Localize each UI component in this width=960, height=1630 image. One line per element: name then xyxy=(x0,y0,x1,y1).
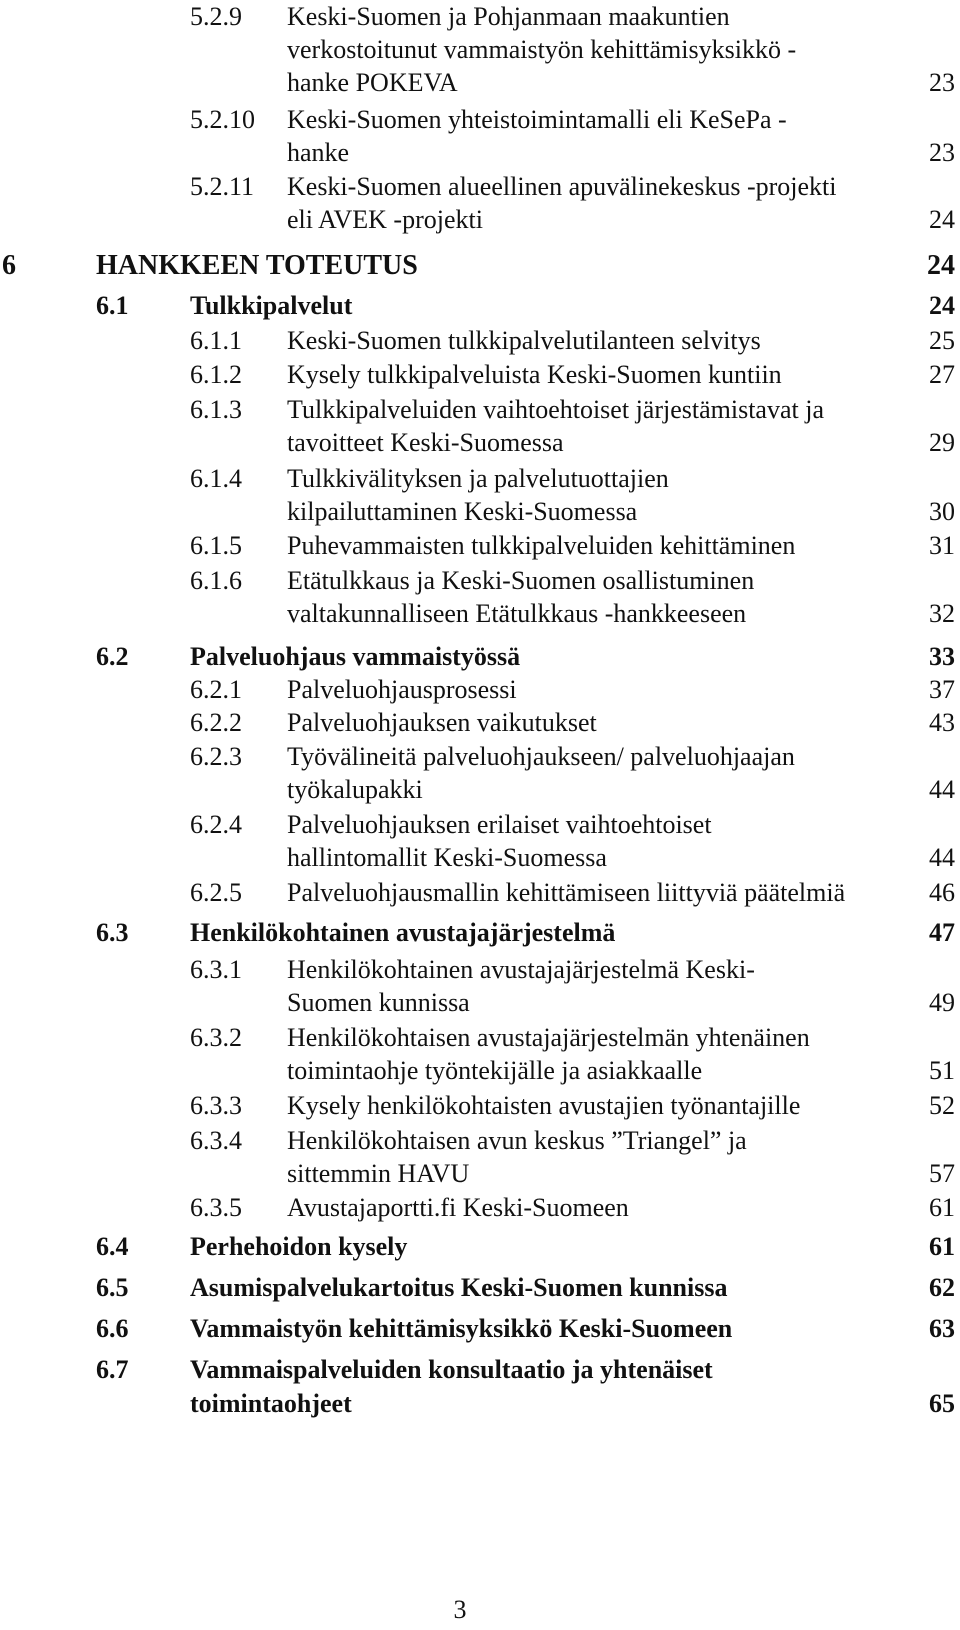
toc-entry-page-number: 25 xyxy=(929,326,955,355)
toc-entry-page-number: 24 xyxy=(929,205,955,234)
toc-entry-title-line: Palveluohjauksen vaikutukset xyxy=(287,708,597,737)
toc-entry-title-line: Kysely henkilökohtaisten avustajien työnantajille xyxy=(287,1091,801,1120)
toc-entry-page-number: 51 xyxy=(929,1056,955,1085)
toc-entry[interactable] xyxy=(0,673,960,706)
toc-entry-number: 6.1.5 xyxy=(190,531,242,560)
toc-entry-title-line: kilpailuttaminen Keski-Suomessa xyxy=(287,497,638,526)
toc-entry[interactable] xyxy=(0,1271,960,1305)
toc-entry-page-number: 44 xyxy=(929,775,955,804)
toc-entry-title-line: Perhehoidon kysely xyxy=(190,1232,408,1261)
toc-entry-page-number: 46 xyxy=(929,878,955,907)
toc-entry-number: 5.2.9 xyxy=(190,2,242,31)
toc-entry-page-number: 37 xyxy=(929,675,955,704)
toc-entry-number: 6.2.2 xyxy=(190,708,242,737)
toc-entry-page-number: 30 xyxy=(929,497,955,526)
toc-entry-title-line: verkostoitunut vammaistyön kehittämisyksikkö - xyxy=(287,35,797,64)
toc-entry-title-line: Keski-Suomen ja Pohjanmaan maakuntien xyxy=(287,2,730,31)
toc-entry-title-line: Henkilökohtaisen avun keskus ”Triangel” ja xyxy=(287,1126,747,1155)
toc-entry-number: 6.1.6 xyxy=(190,566,242,595)
toc-entry-title-line: Vammaistyön kehittämisyksikkö Keski-Suomeen xyxy=(190,1314,733,1343)
toc-entry[interactable] xyxy=(0,393,960,459)
toc-entry[interactable] xyxy=(0,1124,960,1190)
toc-entry[interactable] xyxy=(0,706,960,739)
toc-entry-number: 6.3 xyxy=(96,918,129,947)
toc-entry-number: 6.2.1 xyxy=(190,675,242,704)
toc-entry-number: 6.3.4 xyxy=(190,1126,242,1155)
toc-entry[interactable] xyxy=(0,324,960,357)
toc-entry-page-number: 29 xyxy=(929,428,955,457)
page-number: 3 xyxy=(453,1595,467,1624)
toc-entry-page-number: 57 xyxy=(929,1159,955,1188)
toc-entry[interactable] xyxy=(0,1353,960,1421)
toc-entry[interactable] xyxy=(0,640,960,674)
toc-entry[interactable] xyxy=(0,170,960,236)
toc-entry-title-line: Puhevammaisten tulkkipalveluiden kehittäminen xyxy=(287,531,796,560)
toc-entry-number: 6.1.4 xyxy=(190,464,242,493)
toc-entry[interactable] xyxy=(0,289,960,323)
toc-entry-title-line: Kysely tulkkipalveluista Keski-Suomen kuntiin xyxy=(287,360,782,389)
toc-entry[interactable] xyxy=(0,740,960,806)
toc-entry-title-line: Avustajaportti.fi Keski-Suomeen xyxy=(287,1193,629,1222)
toc-entry-title-line: sittemmin HAVU xyxy=(287,1159,470,1188)
toc-entry-page-number: 32 xyxy=(929,599,955,628)
toc-entry[interactable] xyxy=(0,1021,960,1087)
toc-entry-title-line: Henkilökohtaisen avustajajärjestelmän yhtenäinen xyxy=(287,1023,810,1052)
toc-entry-number: 6.3.3 xyxy=(190,1091,242,1120)
toc-entry-title-line: hanke POKEVA xyxy=(287,68,458,97)
toc-entry-number: 6.3.1 xyxy=(190,955,242,984)
toc-entry-number: 6.1.1 xyxy=(190,326,242,355)
toc-entry-number: 5.2.10 xyxy=(190,105,255,134)
toc-entry-number: 6.2 xyxy=(96,642,129,671)
toc-entry[interactable] xyxy=(0,103,960,169)
toc-entry-number: 6.3.2 xyxy=(190,1023,242,1052)
toc-entry-title-line: Etätulkkaus ja Keski-Suomen osallistuminen xyxy=(287,566,755,595)
toc-entry-number: 6.2.5 xyxy=(190,878,242,907)
toc-entry[interactable] xyxy=(0,564,960,630)
toc-entry-page-number: 62 xyxy=(929,1273,955,1302)
toc-entry-number: 6.1.3 xyxy=(190,395,242,424)
toc-entry-number: 6.3.5 xyxy=(190,1193,242,1222)
toc-entry[interactable] xyxy=(0,1230,960,1264)
toc-entry[interactable] xyxy=(0,462,960,528)
toc-entry[interactable] xyxy=(0,358,960,391)
toc-entry-title-line: Keski-Suomen yhteistoimintamalli eli KeSePa - xyxy=(287,105,787,134)
toc-entry-title-line: Henkilökohtainen avustajajärjestelmä Keski- xyxy=(287,955,755,984)
toc-entry-number: 6.6 xyxy=(96,1314,129,1343)
toc-entry-number: 6.4 xyxy=(96,1232,129,1261)
toc-entry-number: 6.5 xyxy=(96,1273,129,1302)
toc-entry-page-number: 47 xyxy=(929,918,955,947)
toc-entry-title-line: Vammaispalveluiden konsultaatio ja yhtenäiset xyxy=(190,1355,713,1384)
toc-entry-title-line: tavoitteet Keski-Suomessa xyxy=(287,428,564,457)
toc-entry[interactable] xyxy=(0,808,960,874)
toc-entry-page-number: 61 xyxy=(929,1232,955,1261)
toc-entry-title-line: Palveluohjauksen erilaiset vaihtoehtoiset xyxy=(287,810,712,839)
toc-entry-title-line: hanke xyxy=(287,138,350,167)
toc-entry[interactable] xyxy=(0,916,960,950)
toc-entry[interactable] xyxy=(0,529,960,562)
toc-entry[interactable] xyxy=(0,0,960,99)
toc-entry[interactable] xyxy=(0,1191,960,1224)
toc-entry-title-line: Palveluohjaus vammaistyössä xyxy=(190,642,521,671)
toc-entry[interactable] xyxy=(0,1089,960,1122)
toc-entry-title-line: Palveluohjausprosessi xyxy=(287,675,517,704)
toc-entry-page-number: 52 xyxy=(929,1091,955,1120)
toc-entry-number: 5.2.11 xyxy=(190,172,255,201)
toc-entry-page-number: 43 xyxy=(929,708,955,737)
toc-entry-title-line: toimintaohje työntekijälle ja asiakkaalle xyxy=(287,1056,703,1085)
toc-entry-page-number: 44 xyxy=(929,843,955,872)
toc-entry-page-number: 65 xyxy=(929,1389,955,1418)
toc-entry-title-line: Tulkkipalvelut xyxy=(190,291,353,320)
toc-entry-title-line: Tulkkipalveluiden vaihtoehtoiset järjestämistavat ja xyxy=(287,395,824,424)
toc-entry-page-number: 23 xyxy=(929,138,955,167)
toc-entry-page-number: 31 xyxy=(929,531,955,560)
toc-entry-title-line: työkalupakki xyxy=(287,775,423,804)
toc-entry[interactable] xyxy=(0,876,960,909)
toc-entry-title-line: Asumispalvelukartoitus Keski-Suomen kunnissa xyxy=(190,1273,728,1302)
toc-entry-title-line: toimintaohjeet xyxy=(190,1389,352,1418)
toc-entry-title-line: Suomen kunnissa xyxy=(287,988,470,1017)
toc-entry-page-number: 49 xyxy=(929,988,955,1017)
toc-entry-title-line: hallintomallit Keski-Suomessa xyxy=(287,843,607,872)
toc-entry-title-line: Työvälineitä palveluohjaukseen/ palveluohjaajan xyxy=(287,742,795,771)
toc-entry-title-line: HANKKEEN TOTEUTUS xyxy=(96,250,418,281)
toc-entry-number: 6.1.2 xyxy=(190,360,242,389)
toc-entry-title-line: valtakunnalliseen Etätulkkaus -hankkeeseen xyxy=(287,599,747,628)
toc-entry-number: 6.7 xyxy=(96,1355,129,1384)
toc-entry-page-number: 24 xyxy=(929,291,955,320)
toc-entry[interactable] xyxy=(0,249,960,283)
toc-entry-title-line: eli AVEK -projekti xyxy=(287,205,483,234)
toc-entry-title-line: Tulkkivälityksen ja palvelutuottajien xyxy=(287,464,669,493)
toc-entry-page-number: 27 xyxy=(929,360,955,389)
toc-entry[interactable] xyxy=(0,953,960,1019)
toc-entry-title-line: Henkilökohtainen avustajajärjestelmä xyxy=(190,918,616,947)
toc-entry-title-line: Palveluohjausmallin kehittämiseen liittyviä päätelmiä xyxy=(287,878,846,907)
toc-entry-page-number: 61 xyxy=(929,1193,955,1222)
toc-entry-page-number: 63 xyxy=(929,1314,955,1343)
toc-entry[interactable] xyxy=(0,1312,960,1346)
toc-entry-number: 6.1 xyxy=(96,291,129,320)
toc-entry-number: 6.2.3 xyxy=(190,742,242,771)
toc-entry-page-number: 24 xyxy=(927,250,955,281)
toc-entry-number: 6.2.4 xyxy=(190,810,242,839)
toc-entry-title-line: Keski-Suomen tulkkipalvelutilanteen selvitys xyxy=(287,326,761,355)
toc-entry-page-number: 33 xyxy=(929,642,955,671)
toc-entry-page-number: 23 xyxy=(929,68,955,97)
toc-entry-number: 6 xyxy=(2,250,16,281)
toc-entry-title-line: Keski-Suomen alueellinen apuvälinekeskus -projekti xyxy=(287,172,837,201)
